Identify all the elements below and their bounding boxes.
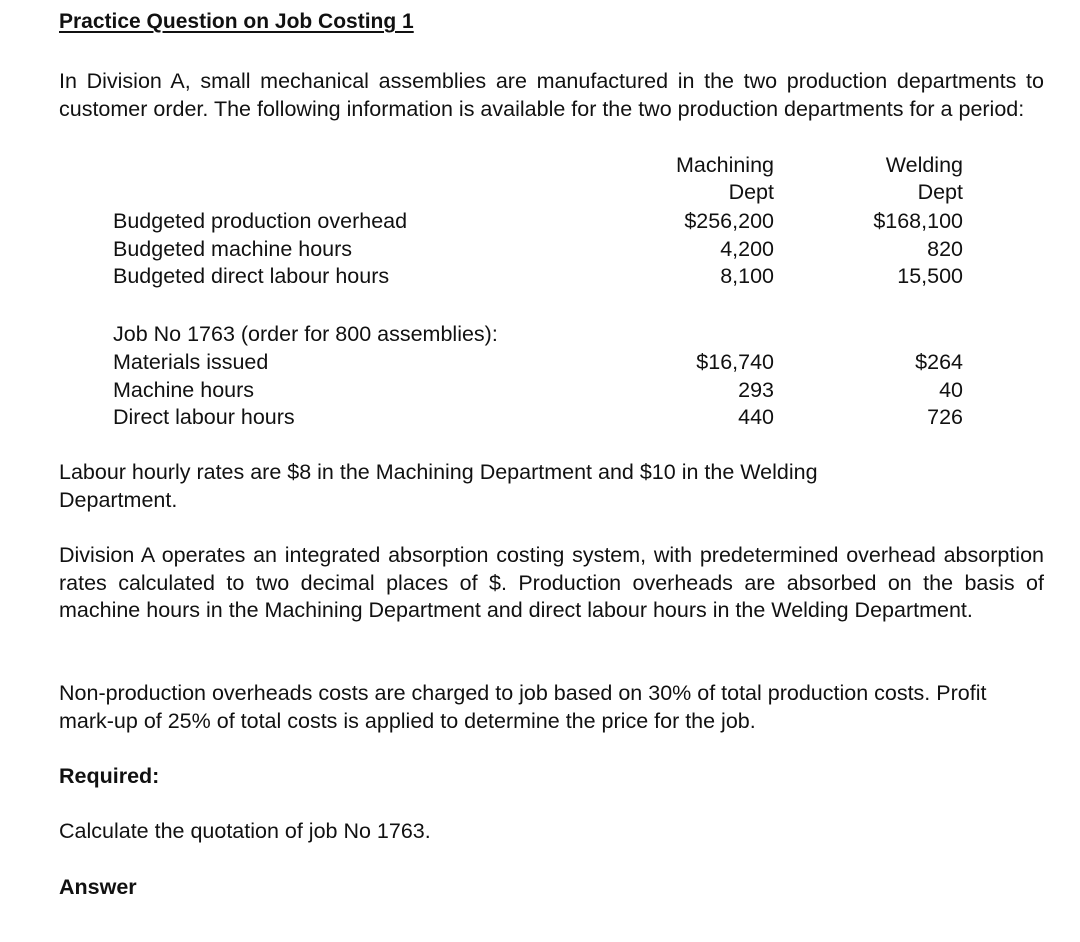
machining-value: 440 (738, 405, 774, 429)
job-heading-row (0, 320, 1080, 348)
non-production-paragraph: Non-production overheads costs are charged to job based on 30% of total production costs. Profit mark-up of 25% of total costs is applied to determine the price for the job. (59, 681, 987, 733)
welding-value: 40 (939, 378, 963, 402)
budget-row (0, 262, 1080, 290)
row-label: Budgeted production overhead (113, 209, 408, 233)
column-header-line-1 (0, 151, 1080, 179)
welding-header-dept: Dept (917, 180, 963, 204)
machining-header: Machining (676, 153, 774, 177)
machining-header-dept: Dept (728, 180, 774, 204)
job-heading: Job No 1763 (order for 800 assemblies): (113, 322, 498, 346)
labour-rates-paragraph: Labour hourly rates are $8 in the Machining Department and $10 in the Welding Department. (59, 460, 818, 512)
required-heading: Required: (59, 764, 160, 788)
job-row (0, 376, 1080, 404)
job-row (0, 348, 1080, 376)
welding-value: 726 (927, 405, 963, 429)
row-label: Budgeted machine hours (113, 237, 353, 261)
row-label: Machine hours (113, 378, 255, 402)
row-label: Materials issued (113, 350, 269, 374)
row-label: Direct labour hours (113, 405, 295, 429)
machining-value: $16,740 (696, 350, 774, 374)
welding-value: $264 (915, 350, 963, 374)
machining-value: 4,200 (720, 237, 774, 261)
welding-value: $168,100 (873, 209, 963, 233)
welding-header: Welding (885, 153, 963, 177)
page-title: Practice Question on Job Costing 1 (59, 10, 414, 33)
job-row (0, 403, 1080, 431)
welding-value: 15,500 (897, 264, 963, 288)
column-header-line-2 (0, 178, 1080, 206)
machining-value: $256,200 (684, 209, 774, 233)
answer-heading: Answer (59, 875, 137, 899)
task-paragraph: Calculate the quotation of job No 1763. (59, 819, 431, 843)
row-label: Budgeted direct labour hours (113, 264, 390, 288)
absorption-paragraph: Division A operates an integrated absorption costing system, with predetermined overhead absorption rates calculated to two decimal places of $. Production overheads are absorbed on the basis of machine hours in the Machining Department and direct labour hours in the Welding Department. (59, 543, 1044, 622)
budget-row (0, 207, 1080, 235)
machining-value: 8,100 (720, 264, 774, 288)
machining-value: 293 (738, 378, 774, 402)
budget-row (0, 235, 1080, 263)
intro-paragraph: In Division A, small mechanical assemblies are manufactured in the two production departments to customer order. The following information is available for the two production departments for a period: (59, 69, 1044, 121)
welding-value: 820 (927, 237, 963, 261)
